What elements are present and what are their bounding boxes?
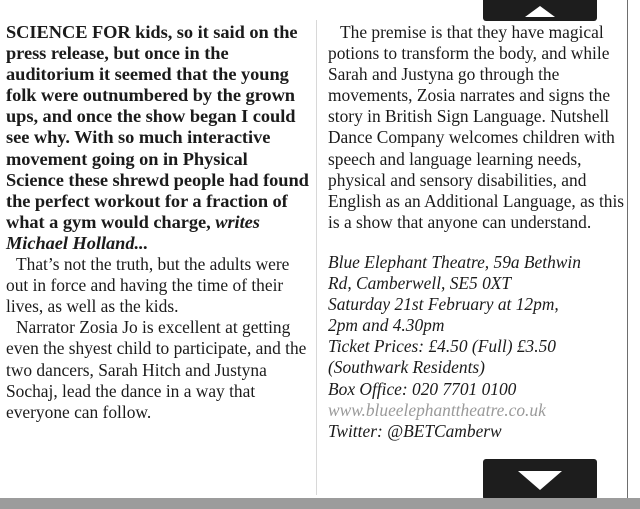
date-line: Saturday 21st February at 12pm, <box>328 294 559 315</box>
website-link[interactable]: www.blueelephanttheatre.co.uk <box>328 399 546 420</box>
page-edge <box>627 0 628 498</box>
venue-line: Rd, Camberwell, SE5 0XT <box>328 273 512 294</box>
previous-page-button[interactable] <box>483 0 597 21</box>
byline: writes Michael Holland... <box>6 211 260 253</box>
event-listing <box>328 252 626 442</box>
article-intro <box>6 22 310 254</box>
intro-text: SCIENCE FOR kids, so it said on the press release, but once in the auditorium it seemed that the young folk were outnumbered by the grown ups, and once the show began I could see why. With so much interactive movement going on in Physical Science these shrewd people had found the perfect workout for a fraction of what a gym would charge, <box>6 22 309 232</box>
twitter-handle[interactable]: Twitter: @BETCamberw <box>328 420 502 441</box>
box-office-line: Box Office: 020 7701 0100 <box>328 378 517 399</box>
prices-line: Ticket Prices: £4.50 (Full) £3.50 <box>328 336 556 357</box>
right-column <box>328 22 626 442</box>
prices-line: (Southwark Residents) <box>328 357 485 378</box>
body-paragraph: The premise is that they have magical potions to transform the body, and while Sarah and Justyna go through the movements, Zosia narrates and signs the story in British Sign Language. Nutshell Dance Company welcomes children with speech and language learning needs, physical and sensory disabilities, and English as an Additional Language, as this is a show that anyone can understand. <box>328 22 625 232</box>
date-line: 2pm and 4.30pm <box>328 315 445 336</box>
chevron-down-icon <box>516 468 564 492</box>
venue-line: Blue Elephant Theatre, 59a Bethwin <box>328 251 581 272</box>
chevron-up-icon <box>523 4 557 18</box>
column-divider <box>316 20 317 495</box>
bottom-toolbar <box>0 498 640 509</box>
left-column <box>6 22 310 423</box>
body-paragraph: Narrator Zosia Jo is excellent at getting even the shyest child to participate, and the two dancers, Sarah Hitch and Justyna Sochaj, lead the dance in a way that everyone can follow. <box>6 317 307 422</box>
body-paragraph: That’s not the truth, but the adults were out in force and having the time of their lives, as well as the kids. <box>6 254 290 317</box>
next-page-button[interactable] <box>483 459 597 500</box>
